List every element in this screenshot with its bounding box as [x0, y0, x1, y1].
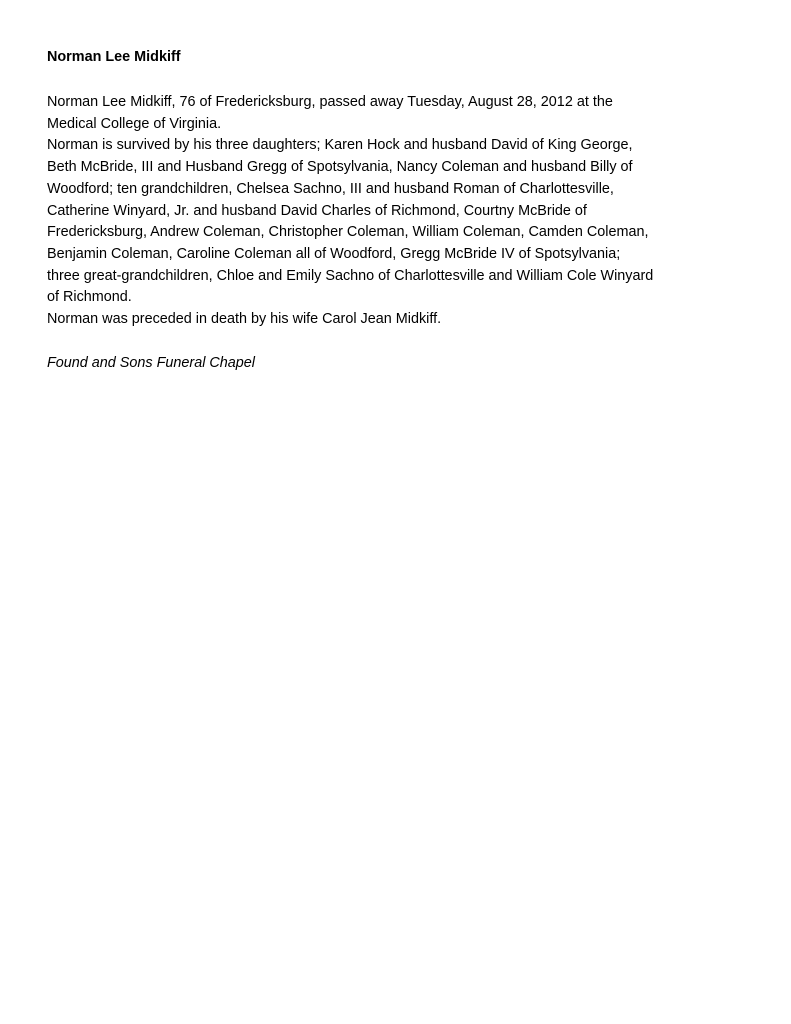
- body-line: Norman was preceded in death by his wife Carol Jean Midkiff.: [47, 311, 442, 328]
- obituary-body: [47, 92, 757, 331]
- body-line: three great-grandchildren, Chloe and Emily Sachno of Charlottesville and William Cole Winyard: [47, 267, 654, 284]
- funeral-home-signature: Found and Sons Funeral Chapel: [47, 354, 256, 371]
- body-line: Woodford; ten grandchildren, Chelsea Sachno, III and husband Roman of Charlottesville,: [47, 180, 614, 197]
- obituary-title: Norman Lee Midkiff: [47, 49, 181, 65]
- obituary-content: [47, 46, 757, 374]
- body-line: Norman is survived by his three daughters; Karen Hock and husband David of King George,: [47, 137, 633, 154]
- body-line: Benjamin Coleman, Caroline Coleman all of Woodford, Gregg McBride IV of Spotsylvania;: [47, 245, 621, 262]
- body-line: Norman Lee Midkiff, 76 of Fredericksburg, passed away Tuesday, August 28, 2012 at the: [47, 94, 613, 110]
- body-line: Medical College of Virginia.: [47, 115, 222, 132]
- body-line: Catherine Winyard, Jr. and husband David Charles of Richmond, Courtny McBride of: [47, 202, 587, 219]
- body-line: Beth McBride, III and Husband Gregg of Spotsylvania, Nancy Coleman and husband Billy of: [47, 159, 633, 176]
- body-line: of Richmond.: [47, 289, 132, 306]
- body-line: Fredericksburg, Andrew Coleman, Christopher Coleman, William Coleman, Camden Coleman,: [47, 224, 649, 241]
